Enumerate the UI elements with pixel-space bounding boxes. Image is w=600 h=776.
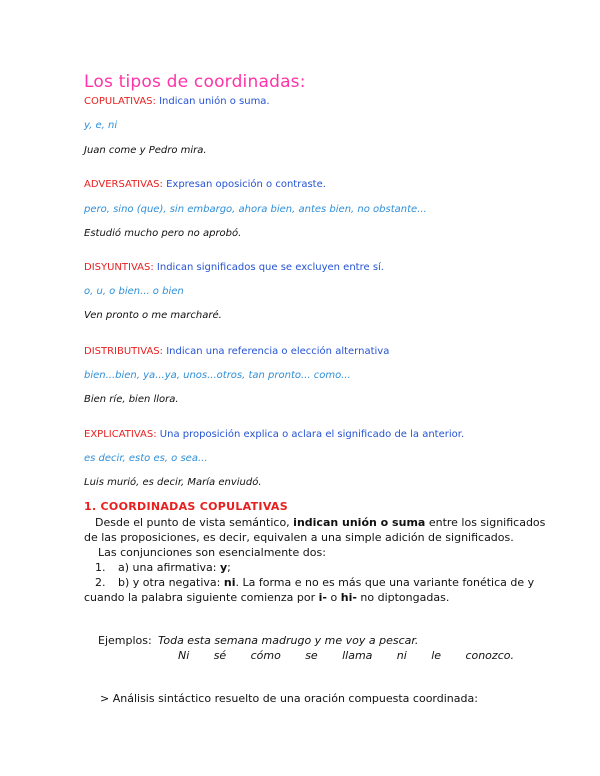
example-word: sé (213, 649, 227, 662)
list-item-1 (118, 561, 231, 574)
category-label: ADVERSATIVAS: (84, 179, 163, 190)
list-item-2-number: 2. (95, 576, 106, 589)
category-description: Indican significados que se excluyen entre sí. (156, 262, 384, 273)
emphasis-text: hi- (340, 591, 357, 604)
category-label: COPULATIVAS: (84, 96, 156, 107)
paragraph-1-line-2: de las proposiciones, es decir, equivalen a una simple adición de significados. (84, 531, 514, 544)
page-title: Los tipos de coordinadas: (84, 72, 306, 92)
category-distributivas (84, 346, 389, 357)
category-connectors: pero, sino (que), sin embargo, ahora bien, antes bien, no obstante... (84, 204, 427, 215)
category-description: Indican una referencia o elección alternativa (166, 346, 390, 357)
text-run: o (327, 591, 341, 604)
category-label: DISTRIBUTIVAS: (84, 346, 163, 357)
category-example: Estudió mucho pero no aprobó. (84, 228, 242, 239)
text-run: Desde el punto de vista semántico, (95, 516, 294, 529)
text-run: . La forma e no es más que una variante fonética de y (235, 576, 535, 589)
category-connectors: y, e, ni (84, 120, 118, 131)
paragraph-2: Las conjunciones son esencialmente dos: (98, 546, 326, 559)
text-run: a) una afirmativa: (118, 561, 220, 574)
emphasis-text: y (220, 561, 228, 574)
category-description: Indican unión o suma. (159, 96, 270, 107)
example-word: se (305, 649, 318, 662)
list-item-1-number: 1. (95, 561, 106, 574)
category-description: Una proposición explica o aclara el significado de la anterior. (159, 429, 465, 440)
analysis-line: > Análisis sintáctico resuelto de una oración compuesta coordinada: (100, 692, 478, 705)
example-sentence-1: Toda esta semana madrugo y me voy a pescar. (158, 634, 419, 647)
emphasis-text: i- (318, 591, 327, 604)
example-sentence-2 (178, 649, 514, 662)
section-heading: 1. COORDINADAS COPULATIVAS (84, 500, 288, 513)
category-connectors: bien...bien, ya...ya, unos...otros, tan pronto... como... (84, 370, 351, 381)
category-description: Expresan oposición o contraste. (166, 179, 326, 190)
category-example: Bien ríe, bien llora. (84, 394, 179, 405)
text-run: ; (227, 561, 231, 574)
category-example: Luis murió, es decir, María enviudó. (84, 477, 262, 488)
emphasis-text: indican unión o suma (293, 516, 426, 529)
category-connectors: o, u, o bien... o bien (84, 286, 184, 297)
text-run: cuando la palabra siguiente comienza por (84, 591, 319, 604)
example-word: llama (342, 649, 373, 662)
list-item-2 (118, 576, 534, 589)
category-label: EXPLICATIVAS: (84, 429, 157, 440)
example-word: ni (396, 649, 407, 662)
example-word: le (431, 649, 442, 662)
text-run: b) y otra negativa: (118, 576, 224, 589)
category-explicativas (84, 429, 464, 440)
category-connectors: es decir, esto es, o sea... (84, 453, 208, 464)
list-item-2-line-2 (84, 591, 449, 604)
category-example: Ven pronto o me marcharé. (84, 310, 222, 321)
text-run: no diptongadas. (356, 591, 450, 604)
category-disyuntivas (84, 262, 384, 273)
emphasis-text: ni (223, 576, 236, 589)
paragraph-1-line-1 (95, 516, 545, 529)
category-adversativas (84, 179, 326, 190)
category-example: Juan come y Pedro mira. (84, 145, 207, 156)
example-word: cómo (250, 649, 281, 662)
text-run: entre los significados (425, 516, 546, 529)
example-word: Ni (178, 649, 190, 662)
example-word: conozco. (465, 649, 514, 662)
category-label: DISYUNTIVAS: (84, 262, 154, 273)
category-copulativas (84, 96, 270, 107)
examples-label: Ejemplos: (98, 634, 152, 647)
